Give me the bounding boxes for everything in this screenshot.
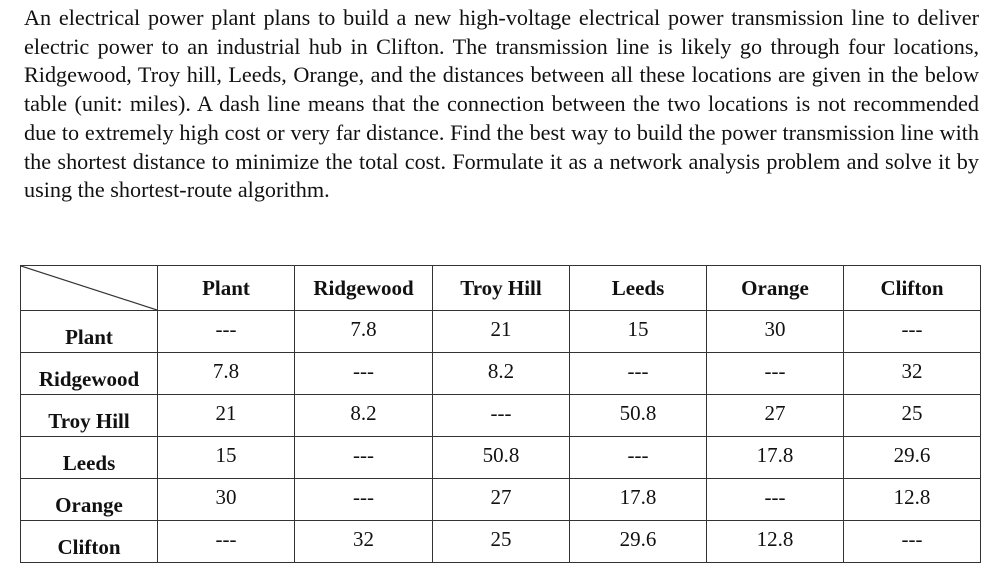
table-cell: ---	[570, 437, 707, 479]
table-cell: 15	[158, 437, 295, 479]
table-cell: ---	[570, 353, 707, 395]
table-row	[21, 437, 981, 479]
table-cell: ---	[295, 353, 433, 395]
column-header-plant: Plant	[158, 266, 295, 311]
table-cell: 8.2	[295, 395, 433, 437]
row-header-orange: Orange	[21, 479, 158, 521]
table-cell: ---	[158, 521, 295, 563]
table-cell: 25	[433, 521, 570, 563]
column-header-clifton: Clifton	[844, 266, 981, 311]
table-cell: 30	[707, 311, 844, 353]
problem-statement: An electrical power plant plans to build a new high-voltage electrical power transmission line to deliver electric power to an industrial hub in Clifton. The transmission line is likely go through four locations, Ridgewood, Troy hill, Leeds, Orange, and the distances between all these locations are given in the below table (unit: miles). A dash line means that the connection between the two locations is not recommended due to extremely high cost or very far distance. Find the best way to build the power transmission line with the shortest distance to minimize the total cost. Formulate it as a network analysis problem and solve it by using the shortest-route algorithm.	[24, 5, 979, 203]
corner-diagonal-cell	[21, 266, 158, 311]
table-cell: 8.2	[433, 353, 570, 395]
table-cell: 29.6	[844, 437, 981, 479]
table-cell: 32	[295, 521, 433, 563]
row-header-ridgewood: Ridgewood	[21, 353, 158, 395]
table-cell: 30	[158, 479, 295, 521]
table-cell: ---	[707, 353, 844, 395]
table-cell: ---	[158, 311, 295, 353]
table-row	[21, 353, 981, 395]
table-row	[21, 479, 981, 521]
table-row	[21, 311, 981, 353]
table-cell: 50.8	[570, 395, 707, 437]
table-cell: 32	[844, 353, 981, 395]
table-cell: 27	[433, 479, 570, 521]
table-cell: 17.8	[570, 479, 707, 521]
table-cell: 12.8	[707, 521, 844, 563]
table-cell: 29.6	[570, 521, 707, 563]
table-cell: 27	[707, 395, 844, 437]
row-header-troy-hill: Troy Hill	[21, 395, 158, 437]
row-header-clifton: Clifton	[21, 521, 158, 563]
row-header-leeds: Leeds	[21, 437, 158, 479]
table-row	[21, 395, 981, 437]
table-cell: ---	[295, 437, 433, 479]
column-header-ridgewood: Ridgewood	[295, 266, 433, 311]
table-cell: ---	[433, 395, 570, 437]
table-cell: 15	[570, 311, 707, 353]
table-cell: 25	[844, 395, 981, 437]
table-row	[21, 521, 981, 563]
distance-table	[20, 265, 981, 563]
table-header-row	[21, 266, 981, 311]
row-header-plant: Plant	[21, 311, 158, 353]
table-cell: ---	[844, 521, 981, 563]
table-cell: 21	[158, 395, 295, 437]
table-cell: 12.8	[844, 479, 981, 521]
table-cell: ---	[844, 311, 981, 353]
table-cell: 7.8	[158, 353, 295, 395]
table-cell: ---	[295, 479, 433, 521]
table-cell: 50.8	[433, 437, 570, 479]
diagonal-line	[21, 266, 157, 310]
column-header-orange: Orange	[707, 266, 844, 311]
table-cell: 21	[433, 311, 570, 353]
column-header-leeds: Leeds	[570, 266, 707, 311]
table-cell: ---	[707, 479, 844, 521]
table-cell: 17.8	[707, 437, 844, 479]
table-cell: 7.8	[295, 311, 433, 353]
column-header-troy-hill: Troy Hill	[433, 266, 570, 311]
